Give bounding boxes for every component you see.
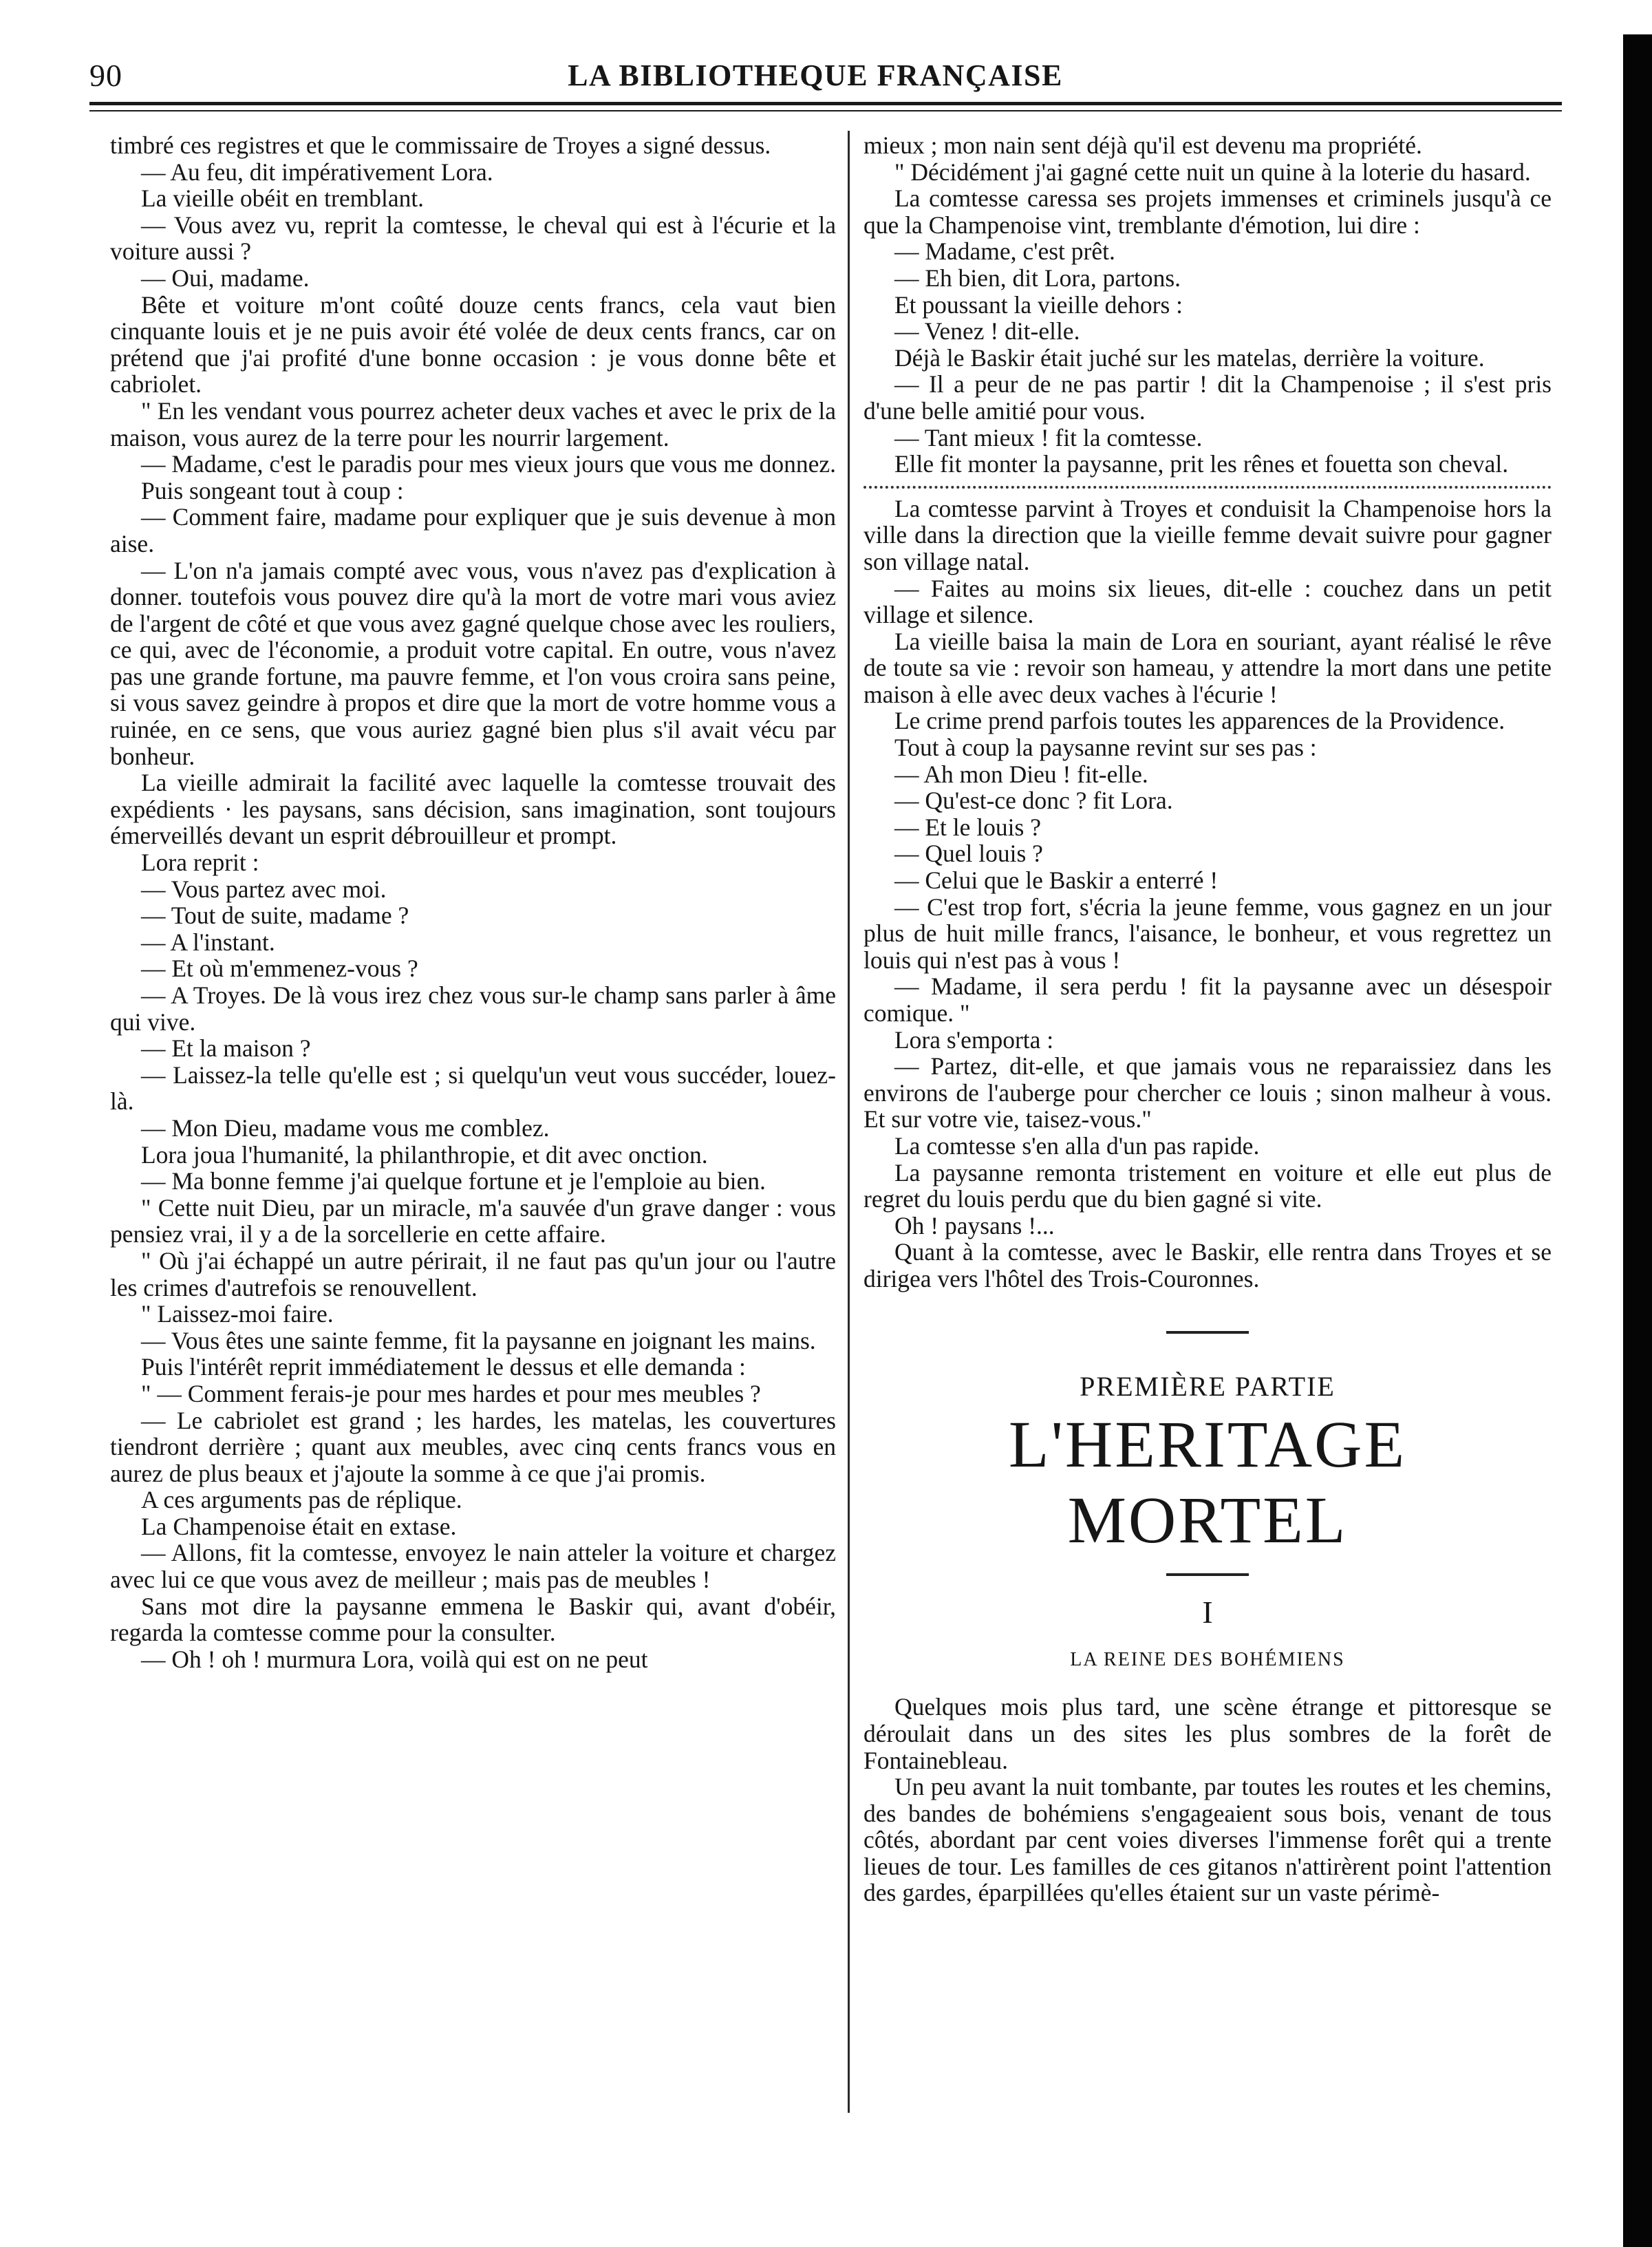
paragraph: — Celui que le Baskir a enterré ! <box>894 866 1219 895</box>
paragraph: — Partez, dit-elle, et que jamais vous ne reparaissiez dans les environs de l'auberge pour chercher ce louis ; sinon malheur à vous. Et sur votre vie, taisez-vous." <box>863 1052 1552 1133</box>
paragraph: La vieille obéit en tremblant. <box>141 184 425 213</box>
paragraph: Tout à coup la paysanne revint sur ses pas : <box>894 734 1317 762</box>
paragraph: — A l'instant. <box>141 928 275 956</box>
paragraph: — Vous partez avec moi. <box>141 875 387 903</box>
paragraph: Quant à la comtesse, avec le Baskir, elle rentra dans Troyes et se dirigea vers l'hôtel des Trois-Couronnes. <box>863 1238 1552 1292</box>
paragraph: — Vous êtes une sainte femme, fit la paysanne en joignant les mains. <box>141 1326 816 1354</box>
paragraph: Et poussant la vieille dehors : <box>894 290 1183 319</box>
paragraph: Le crime prend parfois toutes les apparences de la Providence. <box>894 707 1505 735</box>
header-rule-thin <box>89 110 1562 111</box>
paragraph: — A Troyes. De là vous irez chez vous sur-le champ sans parler à âme qui vive. <box>110 981 836 1036</box>
paragraph: — Au feu, dit impérativement Lora. <box>141 158 493 186</box>
dotted-separator <box>863 486 1552 489</box>
paragraph: — Il a peur de ne pas partir ! dit la Champenoise ; il s'est pris d'une belle amitié pour vous. <box>863 370 1552 425</box>
right-text-part-1 <box>863 132 1552 478</box>
paragraph: " Où j'ai échappé un autre périrait, il ne faut pas qu'un jour ou l'autre les crimes d'autrefois se renouvellent. <box>110 1246 836 1301</box>
paragraph: " — Comment ferais-je pour mes hardes et pour mes meubles ? <box>141 1379 761 1407</box>
chapter-subtitle: LA REINE DES BOHÉMIENS <box>1070 1648 1345 1670</box>
paragraph: Un peu avant la nuit tombante, par toutes les routes et les chemins, des bandes de bohémiens s'engageaient sous bois, venant de tous côtés, abordant par cent voies diverses l'immense forêt qui a trente lieues de tour. Les familles de ces gitanos n'attirèrent point l'attention des gardes, éparpillées qu'elles étaient sur un vaste périmè- <box>863 1773 1552 1907</box>
paragraph: La paysanne remonta tristement en voiture et elle eut plus de regret du louis perdu que du bien gagné si vite. <box>863 1158 1552 1213</box>
binding-shadow <box>1623 34 1652 2247</box>
paragraph: — Allons, fit la comtesse, envoyez le nain atteler la voiture et chargez avec lui ce que vous avez de meilleur ; mais pas de meubles ! <box>110 1539 836 1594</box>
paragraph: — Le cabriolet est grand ; les hardes, les matelas, les couvertures tiendront derrière ; quant aux meubles, avec cinq cents francs vous en aurez de plus beaux et j'ajoute la somme à ce que j'ai promis. <box>110 1406 836 1487</box>
paragraph: — Faites au moins six lieues, dit-elle : couchez dans un petit village et silence. <box>863 574 1552 629</box>
paragraph: Déjà le Baskir était juché sur les matelas, derrière la voiture. <box>894 343 1485 372</box>
paragraph: — Ma bonne femme j'ai quelque fortune et je l'emploie au bien. <box>141 1167 766 1195</box>
paragraph: La comtesse caressa ses projets immenses et criminels jusqu'à ce que la Champenoise vint, tremblante d'émotion, lui dire : <box>863 184 1552 239</box>
paragraph: Lora s'emporta : <box>894 1025 1054 1054</box>
paragraph: — Laissez-la telle qu'elle est ; si quelqu'un veut vous succéder, louez-là. <box>110 1061 836 1116</box>
paragraph: — Madame, il sera perdu ! fit la paysanne avec un désespoir comique. " <box>863 972 1552 1027</box>
paragraph: La vieille admirait la facilité avec laquelle la comtesse trouvait des expédients · les paysans, sans décision, sans imagination, sont toujours émerveillés devant un esprit débrouilleur et prompt. <box>110 769 836 850</box>
left-column <box>110 132 836 1672</box>
paragraph: timbré ces registres et que le commissaire de Troyes a signé dessus. <box>110 131 771 159</box>
paragraph: Sans mot dire la paysanne emmena le Baskir qui, avant d'obéir, regarda la comtesse comme pour la consulter. <box>110 1592 836 1647</box>
paragraph: mieux ; mon nain sent déjà qu'il est devenu ma propriété. <box>863 131 1422 159</box>
paragraph: Lora reprit : <box>141 849 259 877</box>
paragraph: — C'est trop fort, s'écria la jeune femme, vous gagnez en un jour plus de huit mille francs, l'aisance, le bonheur, et vous regrettez un louis qui n'est pas à vous ! <box>863 893 1552 974</box>
paragraph: La vieille baisa la main de Lora en souriant, ayant réalisé le rêve de toute sa vie : revoir son hameau, y attendre la mort dans une petite maison à elle avec deux vaches à l'écurie ! <box>863 627 1552 708</box>
paragraph: La Champenoise était en extase. <box>141 1512 457 1540</box>
paragraph: Bête et voiture m'ont coûté douze cents francs, cela vaut bien cinquante louis et je ne puis avoir été volée de deux cents francs, car on prétend que j'ai profité d'une bonne occasion : je vous donne bête et cabriolet. <box>110 290 836 398</box>
paragraph: — Vous avez vu, reprit la comtesse, le cheval qui est à l'écurie et la voiture aussi ? <box>110 211 836 266</box>
paragraph: Elle fit monter la paysanne, prit les rênes et fouetta son cheval. <box>894 450 1509 478</box>
paragraph: — Madame, c'est le paradis pour mes vieux jours que vous me donnez. <box>141 450 836 478</box>
page-number: 90 <box>89 58 122 93</box>
paragraph: " Décidément j'ai gagné cette nuit un quine à la loterie du hasard. <box>894 158 1531 186</box>
column-divider <box>848 131 850 2113</box>
paragraph: — Tant mieux ! fit la comtesse. <box>894 423 1203 451</box>
paragraph: — Et la maison ? <box>141 1034 311 1063</box>
paragraph: Puis l'intérêt reprit immédiatement le dessus et elle demanda : <box>141 1353 746 1381</box>
paragraph: — Eh bien, dit Lora, partons. <box>894 264 1181 292</box>
paragraph: La comtesse s'en alla d'un pas rapide. <box>894 1131 1260 1160</box>
paragraph: " Cette nuit Dieu, par un miracle, m'a sauvée d'un grave danger : vous pensiez vrai, il y a de la sorcellerie en cette affaire. <box>110 1193 836 1248</box>
header-rule-thick <box>89 102 1562 105</box>
paragraph: — Qu'est-ce donc ? fit Lora. <box>894 787 1173 815</box>
paragraph: Quelques mois plus tard, une scène étrange et pittoresque se déroulait dans un des sites les plus sombres de la forêt de Fontainebleau. <box>863 1693 1552 1774</box>
paragraph: " Laissez-moi faire. <box>141 1300 334 1328</box>
paragraph: — Tout de suite, madame ? <box>141 902 409 930</box>
paragraph: — Quel louis ? <box>894 840 1043 868</box>
paragraph: — Et le louis ? <box>894 813 1041 841</box>
right-text-part-2 <box>863 496 1552 1292</box>
paragraph: " En les vendant vous pourrez acheter deux vaches et avec le prix de la maison, vous aurez de la terre pour les nourrir largement. <box>110 396 836 451</box>
publication-title: LA BIBLIOTHEQUE FRANÇAISE <box>568 58 1063 92</box>
right-column <box>863 132 1552 1906</box>
paragraph: Puis songeant tout à coup : <box>141 476 404 504</box>
paragraph: Lora joua l'humanité, la philanthropie, et dit avec onction. <box>141 1140 708 1169</box>
paragraph: A ces arguments pas de réplique. <box>141 1486 462 1514</box>
paragraph: — Venez ! dit-elle. <box>894 317 1080 345</box>
paragraph: La comtesse parvint à Troyes et conduisit la Champenoise hors la ville dans la direction que la vieille femme devait suivre pour gagner son village natal. <box>863 494 1552 575</box>
section-title: L'HERITAGE MORTEL <box>1008 1407 1407 1557</box>
part-heading: PREMIÈRE PARTIE <box>1080 1370 1335 1402</box>
paragraph: Oh ! paysans !... <box>894 1211 1055 1239</box>
paragraph: — L'on n'a jamais compté avec vous, vous n'avez pas d'explication à donner. toutefois vous pouvez dire qu'à la mort de votre mari vous aviez de l'argent de côté et que vous avez gagné quelque chose avec les rouliers, ce qui, avec de l'économie, a produit votre capital. En outre, vous n'avez pas une grande fortune, ma pauvre femme, et l'on vous croira sans peine, si vous savez geindre à propos et dire que la mort de votre homme vous a ruinée, en ce sens, que vous auriez gagné bien plus s'il avait vécu par bonheur. <box>110 556 836 770</box>
chapter-number: I <box>1202 1595 1213 1630</box>
right-text-part-3 <box>863 1694 1552 1906</box>
paragraph: — Ah mon Dieu ! fit-elle. <box>894 760 1148 788</box>
paragraph: — Comment faire, madame pour expliquer que je suis devenue à mon aise. <box>110 503 836 557</box>
paragraph: — Et où m'emmenez-vous ? <box>141 955 418 983</box>
paragraph: — Mon Dieu, madame vous me comblez. <box>141 1114 550 1142</box>
paragraph: — Oh ! oh ! murmura Lora, voilà qui est on ne peut <box>141 1645 648 1673</box>
paragraph: — Oui, madame. <box>141 264 310 292</box>
paragraph: — Madame, c'est prêt. <box>894 237 1115 266</box>
